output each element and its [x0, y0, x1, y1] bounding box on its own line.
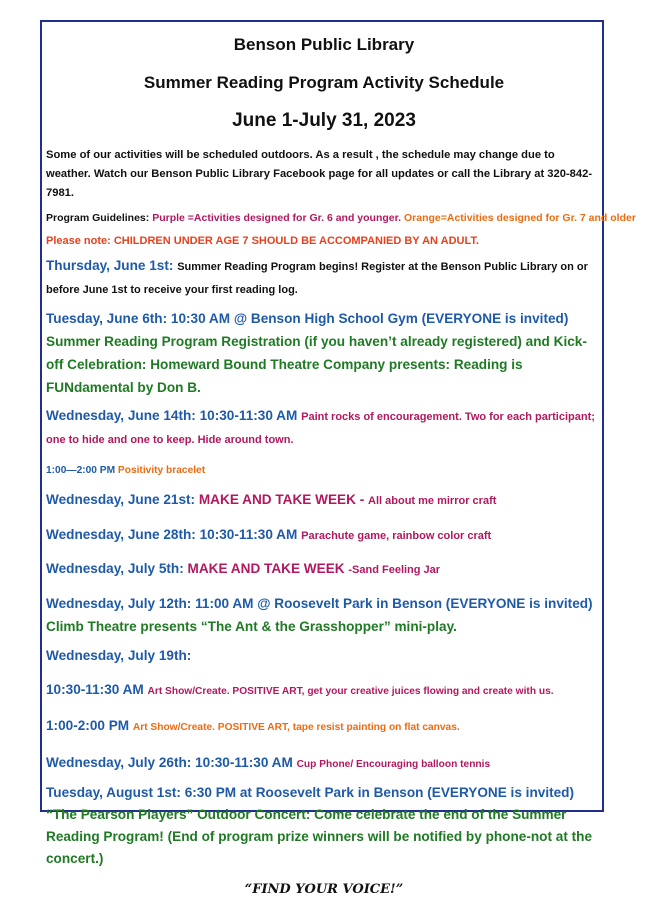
event-june-14-afternoon: [46, 460, 602, 478]
library-name: Benson Public Library: [233, 35, 415, 54]
program-title: Summer Reading Program Activity Schedule: [143, 73, 505, 92]
event-text: Positivity bracelet: [117, 465, 206, 476]
closing-slogan: “FIND YOUR VOICE!”: [244, 882, 404, 897]
event-date: Tuesday, August 1st: 6:30 PM at Roosevelt Park in Benson (EVERYONE is invited): [46, 785, 575, 800]
event-text: Parachute game, rainbow color craft: [301, 530, 492, 542]
guidelines-label: Program Guidelines:: [46, 212, 153, 224]
event-time: 10:30-11:30 AM: [46, 682, 148, 697]
event-date: Wednesday, June 28th: 10:30-11:30 AM: [46, 527, 302, 542]
age-note: Please note: CHILDREN UNDER AGE 7 SHOULD BE ACCOMPANIED BY AN ADULT.: [46, 235, 479, 247]
event-date: Wednesday, June 21st:: [46, 492, 199, 507]
event-text: Climb Theatre presents “The Ant & the Grasshopper” mini-play.: [46, 619, 457, 634]
event-time: 1:00-2:00 PM: [46, 718, 133, 733]
event-july-5: [46, 560, 602, 578]
event-june-21: [46, 491, 602, 509]
event-title: MAKE AND TAKE WEEK: [187, 561, 349, 576]
event-date: Wednesday, July 12th: 11:00 AM @ Roosevelt Park in Benson (EVERYONE is invited): [46, 596, 593, 611]
event-july-19-morning: [46, 681, 602, 699]
event-date: Thursday, June 1st:: [46, 258, 178, 273]
flyer-content: [46, 24, 636, 897]
event-june-6: [46, 307, 602, 399]
event-date: Tuesday, June 6th: 10:30 AM @ Benson High School Gym (EVERYONE is invited): [46, 311, 569, 326]
event-july-19-afternoon: [46, 717, 602, 735]
event-july-19: Wednesday, July 19th:: [46, 648, 192, 663]
event-text: Art Show/Create. POSITIVE ART, tape resist painting on flat canvas.: [132, 722, 460, 733]
event-time: 1:00—2:00 PM: [46, 465, 118, 476]
event-text: Paint rocks of encouragement. Two for each participant; one to hide and one to keep. Hide around town.: [46, 411, 595, 446]
guidelines-purple: Purple =Activities designed for Gr. 6 and younger.: [152, 212, 404, 224]
event-text: “The Pearson Players” Outdoor Concert: Come celebrate the end of the Summer Reading Program! (End of program prize winners will be notified by phone-not at the concert.): [46, 807, 593, 866]
program-dates: June 1-July 31, 2023: [232, 110, 416, 131]
event-text: Cup Phone/ Encouraging balloon tennis: [296, 759, 491, 770]
event-july-12: [46, 592, 602, 638]
event-text: -Sand Feeling Jar: [348, 564, 441, 576]
intro-paragraph: Some of our activities will be scheduled outdoors. As a result , the schedule may change due to weather. Watch our Benson Public Library Facebook page for all updates or call the Library at 320-842-7981.: [46, 149, 593, 199]
event-june-14: [46, 405, 602, 451]
event-date: Wednesday, July 5th:: [46, 561, 188, 576]
event-june-28: [46, 526, 602, 544]
event-text: Summer Reading Program Registration (if you haven’t already registered) and Kick-off Celebration: Homeward Bound Theatre Company presents: Reading is FUNdamental by Don B.: [46, 334, 587, 395]
event-date: Wednesday, July 26th: 10:30-11:30 AM: [46, 755, 297, 770]
event-july-26: [46, 754, 602, 772]
event-text: Art Show/Create. POSITIVE ART, get your creative juices flowing and create with us.: [147, 686, 554, 697]
program-guidelines: [46, 211, 636, 225]
event-june-1: [46, 255, 602, 301]
event-date: Wednesday, June 14th: 10:30-11:30 AM: [46, 408, 302, 423]
event-text: Summer Reading Program begins! Register at the Benson Public Library on or before June 1st to receive your first reading log.: [46, 261, 588, 296]
event-text: All about me mirror craft: [368, 495, 497, 507]
event-august-1: [46, 782, 602, 870]
guidelines-orange: Orange=Activities designed for Gr. 7 and older: [403, 212, 636, 224]
event-title: MAKE AND TAKE WEEK -: [198, 492, 369, 507]
